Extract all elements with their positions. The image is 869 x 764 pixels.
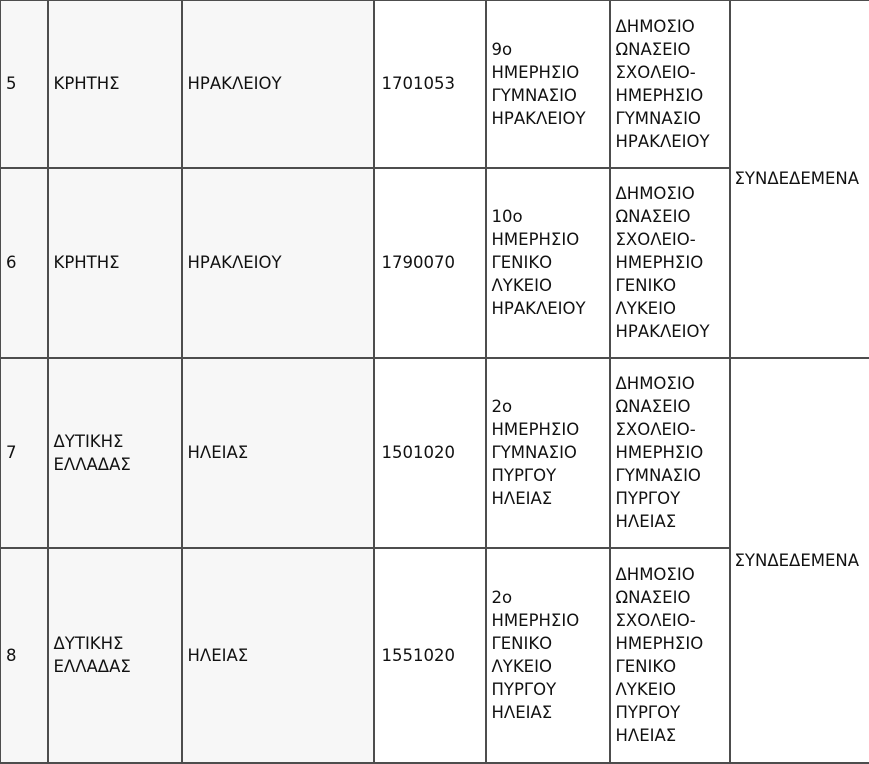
row-number-cell: 6 xyxy=(1,168,48,358)
unit-name-cell: ΔΗΜΟΣΙΟ ΩΝΑΣΕΙΟ ΣΧΟΛΕΙΟ- ΗΜΕΡΗΣΙΟ ΓΥΜΝΑΣΙΟ ΗΡΑΚΛΕΙΟΥ xyxy=(610,1,730,168)
link-status-cell: ΣΥΝΔΕΔΕΜΕΝΑ xyxy=(730,1,869,358)
region-cell: ΚΡΗΤΗΣ xyxy=(48,168,182,358)
link-status-cell: ΣΥΝΔΕΔΕΜΕΝΑ xyxy=(730,358,869,763)
region-cell: ΔΥΤΙΚΗΣ ΕΛΛΑΔΑΣ xyxy=(48,358,182,548)
region-cell: ΚΡΗΤΗΣ xyxy=(48,1,182,168)
school-name-cell: 9ο ΗΜΕΡΗΣΙΟ ΓΥΜΝΑΣΙΟ ΗΡΑΚΛΕΙΟΥ xyxy=(486,1,610,168)
prefecture-cell: ΗΡΑΚΛΕΙΟΥ xyxy=(182,168,374,358)
unit-name-cell: ΔΗΜΟΣΙΟ ΩΝΑΣΕΙΟ ΣΧΟΛΕΙΟ- ΗΜΕΡΗΣΙΟ ΓΥΜΝΑΣΙΟ ΠΥΡΓΟΥ ΗΛΕΙΑΣ xyxy=(610,358,730,548)
prefecture-cell: ΗΛΕΙΑΣ xyxy=(182,358,374,548)
row-number-cell: 8 xyxy=(1,548,48,763)
unit-name-cell: ΔΗΜΟΣΙΟ ΩΝΑΣΕΙΟ ΣΧΟΛΕΙΟ- ΗΜΕΡΗΣΙΟ ΓΕΝΙΚΟ ΛΥΚΕΙΟ ΠΥΡΓΟΥ ΗΛΕΙΑΣ xyxy=(610,548,730,763)
school-code-cell: 1501020 xyxy=(374,358,486,548)
school-code-cell: 1701053 xyxy=(374,1,486,168)
table-row xyxy=(1,358,869,548)
school-code-cell: 1790070 xyxy=(374,168,486,358)
unit-name-cell: ΔΗΜΟΣΙΟ ΩΝΑΣΕΙΟ ΣΧΟΛΕΙΟ- ΗΜΕΡΗΣΙΟ ΓΕΝΙΚΟ ΛΥΚΕΙΟ ΗΡΑΚΛΕΙΟΥ xyxy=(610,168,730,358)
prefecture-cell: ΗΡΑΚΛΕΙΟΥ xyxy=(182,1,374,168)
table-row xyxy=(1,1,869,168)
row-number-cell: 5 xyxy=(1,1,48,168)
prefecture-cell: ΗΛΕΙΑΣ xyxy=(182,548,374,763)
school-name-cell: 2ο ΗΜΕΡΗΣΙΟ ΓΕΝΙΚΟ ΛΥΚΕΙΟ ΠΥΡΓΟΥ ΗΛΕΙΑΣ xyxy=(486,548,610,763)
school-code-cell: 1551020 xyxy=(374,548,486,763)
row-number-cell: 7 xyxy=(1,358,48,548)
region-cell: ΔΥΤΙΚΗΣ ΕΛΛΑΔΑΣ xyxy=(48,548,182,763)
school-name-cell: 10ο ΗΜΕΡΗΣΙΟ ΓΕΝΙΚΟ ΛΥΚΕΙΟ ΗΡΑΚΛΕΙΟΥ xyxy=(486,168,610,358)
school-name-cell: 2ο ΗΜΕΡΗΣΙΟ ΓΥΜΝΑΣΙΟ ΠΥΡΓΟΥ ΗΛΕΙΑΣ xyxy=(486,358,610,548)
